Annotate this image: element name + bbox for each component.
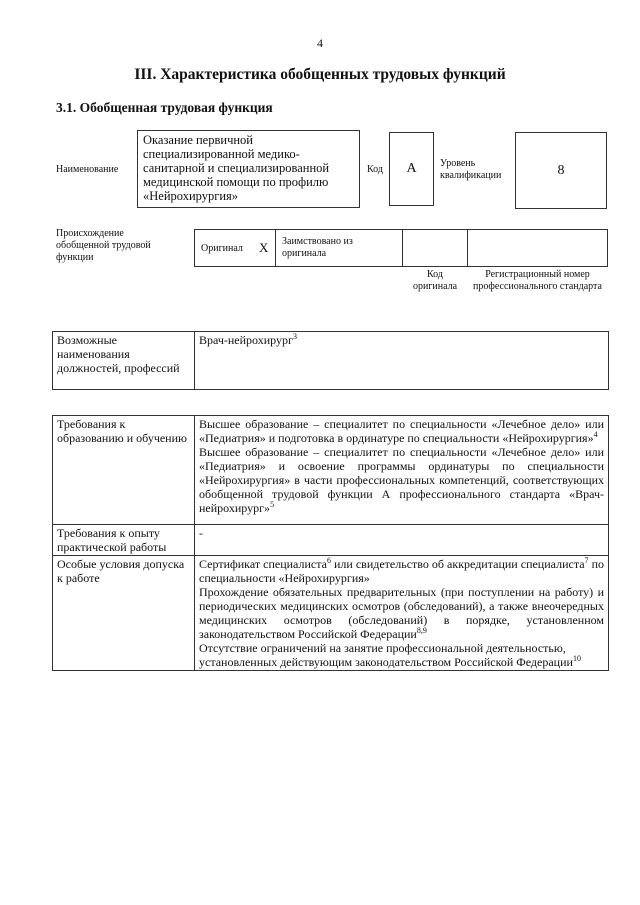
requirement-value [195,525,609,556]
requirement-value [195,416,609,525]
table-row [53,525,609,556]
requirement-line: - [199,526,203,540]
level-label: Уровень квалификации [440,158,502,181]
function-name: Оказание первичной специализированной медико-санитарной и специализированной медицинской помощи по профилю «Нейрохирургия» [143,133,330,203]
code-value: А [406,161,417,176]
original-label: Оригинал [201,243,243,254]
section-title: III. Характеристика обобщенных трудовых функций [134,66,506,83]
function-name-box [137,130,360,208]
requirement-line: Прохождение обязательных предварительных (при поступлении на работу) и периодических медицинских осмотров (обследований), а также внеочередных медицинских осмотров (обследований) в порядке, установленном законодательством Российской Федерации$^{8,9}$ [199,585,604,641]
requirements-table [52,415,609,671]
table-row [53,416,609,525]
level-value: 8 [557,162,565,178]
origin-reg-cell [467,229,608,267]
requirement-label: Требования к опыту практической работы [53,525,195,556]
positions-label: Возможные наименования должностей, профессий [53,332,195,390]
origin-label: Происхождение обобщенной трудовой функции [56,228,151,263]
table-row [53,556,609,671]
origin-original-cell [194,229,276,267]
borrowed-label: Заимствовано из оригинала [282,236,353,259]
original-mark: Х [259,240,269,255]
page-number: 4 [317,36,323,50]
requirement-label: Особые условия допуска к работе [53,556,195,671]
positions-footnote: 3 [292,332,297,341]
requirement-line: Отсутствие ограничений на занятие профессиональной деятельностью, установленных действующим законодательством Российской Федерации$^{10}$ [199,641,581,669]
level-box [515,132,607,209]
positions-value: Врач-нейрохирург [199,333,293,347]
origin-reg-caption: Регистрационный номер профессионального стандарта [473,269,602,292]
requirement-label: Требования к образованию и обучению [53,416,195,525]
name-label: Наименование [56,164,119,175]
positions-value-cell [195,332,609,390]
requirement-line: Высшее образование – специалитет по специальности «Лечебное дело» или «Педиатрия» и подготовка в ординатуре по специальности «Нейрохирургия»$^4$ [199,417,604,445]
origin-code-caption: Код оригинала [412,269,458,292]
origin-borrowed-cell [275,229,403,267]
subsection-title: 3.1. Обобщенная трудовая функция [56,100,273,115]
requirement-line: Сертификат специалиста$^6$ или свидетельство об аккредитации специалиста$^7$ по специальности «Нейрохирургия» [199,556,605,585]
positions-table [52,331,609,390]
origin-code-cell [402,229,468,267]
requirement-line: Высшее образование – специалитет по специальности «Лечебное дело» или «Педиатрия» и освоение программы ординатуры по специальности «Нейрохирургия» в части профессиональных компетенций, соответствующих обобщенной трудовой функции А профессионального стандарта «Врач-нейрохирург»$^5$ [199,445,604,515]
code-box [389,132,434,206]
requirement-value [195,556,609,671]
code-label: Код [367,164,383,175]
